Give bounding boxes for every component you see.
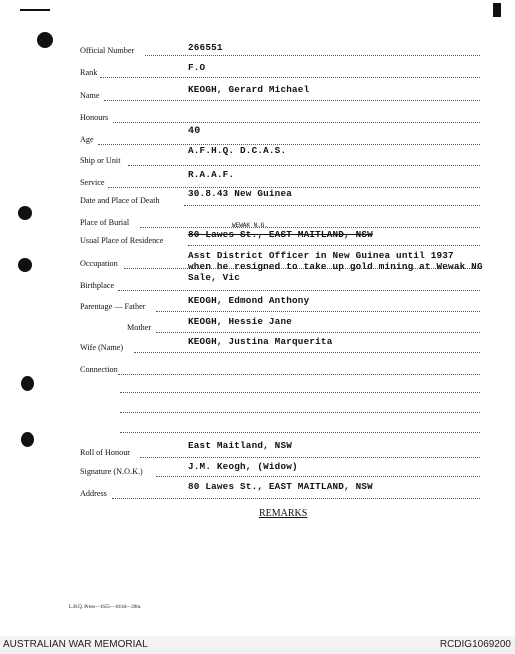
ship-unit-label: Ship or Unit: [80, 156, 121, 165]
address-label: Address: [80, 489, 107, 498]
age-label: Age: [80, 135, 94, 144]
name-label: Name: [80, 91, 100, 100]
occupation-line-1: Asst District Officer in New Guinea until 1937: [188, 250, 454, 261]
footer-id: RCDIG1069200: [439, 639, 511, 650]
name-value: KEOGH, Gerard Michael: [188, 84, 310, 95]
rank-label: Rank: [80, 68, 98, 77]
wife-label: Wife (Name): [80, 343, 124, 352]
burial-label: Place of Burial: [80, 218, 130, 227]
connection-line: [120, 432, 480, 433]
print-note: L.H.Q. Press—1655—10/44—20m.: [69, 605, 142, 610]
address-value: 80 Lawes St., EAST MAITLAND, NSW: [188, 481, 373, 492]
death-label: Date and Place of Death: [80, 196, 160, 205]
birthplace-label: Birthplace: [80, 281, 115, 290]
roll-label: Roll of Honour: [80, 448, 131, 457]
remarks-heading: REMARKS: [259, 508, 308, 519]
birthplace-value: Sale, Vic: [188, 272, 241, 283]
mother-label: Mother: [127, 323, 152, 332]
punch-hole: [21, 376, 34, 391]
age-value: 40: [188, 126, 201, 137]
residence-value: 80 Lawes St., EAST MAITLAND, NSW: [188, 229, 373, 240]
punch-hole: [37, 32, 53, 48]
official-number-value: 266551: [188, 42, 223, 53]
punch-hole: [21, 432, 34, 447]
service-value: R.A.A.F.: [188, 169, 235, 180]
edge-mark: [493, 3, 501, 17]
occupation-label: Occupation: [80, 259, 118, 268]
rank-value: F.O: [188, 62, 206, 73]
punch-hole: [18, 258, 32, 272]
connection-line: [120, 412, 480, 413]
punch-hole: [18, 206, 32, 220]
residence-annotation: WEWAK N.G.: [232, 222, 269, 229]
archive-footer: [0, 636, 515, 654]
father-value: KEOGH, Edmond Anthony: [188, 295, 310, 306]
signature-label: Signature (N.O.K.): [80, 467, 143, 476]
connection-label: Connection: [80, 365, 118, 374]
ship-unit-value: A.F.H.Q. D.C.A.S.: [188, 145, 287, 156]
honours-label: Honours: [80, 113, 109, 122]
connection-line: [120, 392, 480, 393]
residence-label: Usual Place of Residence: [80, 236, 164, 245]
mother-value: KEOGH, Hessie Jane: [188, 316, 293, 327]
death-value: 30.8.43 New Guinea: [188, 188, 293, 199]
wife-value: KEOGH, Justina Marquerita: [188, 336, 333, 347]
occupation-line-2: when he resigned to take up gold mining at Wewak NG: [188, 261, 483, 272]
father-label: Parentage — Father: [80, 302, 146, 311]
roll-value: East Maitland, NSW: [188, 440, 293, 451]
service-label: Service: [80, 178, 105, 187]
edge-mark: [20, 9, 50, 11]
footer-source: AUSTRALIAN WAR MEMORIAL: [3, 639, 148, 650]
official-number-label: Official Number: [80, 46, 135, 55]
signature-value: J.M. Keogh, (Widow): [188, 461, 298, 472]
